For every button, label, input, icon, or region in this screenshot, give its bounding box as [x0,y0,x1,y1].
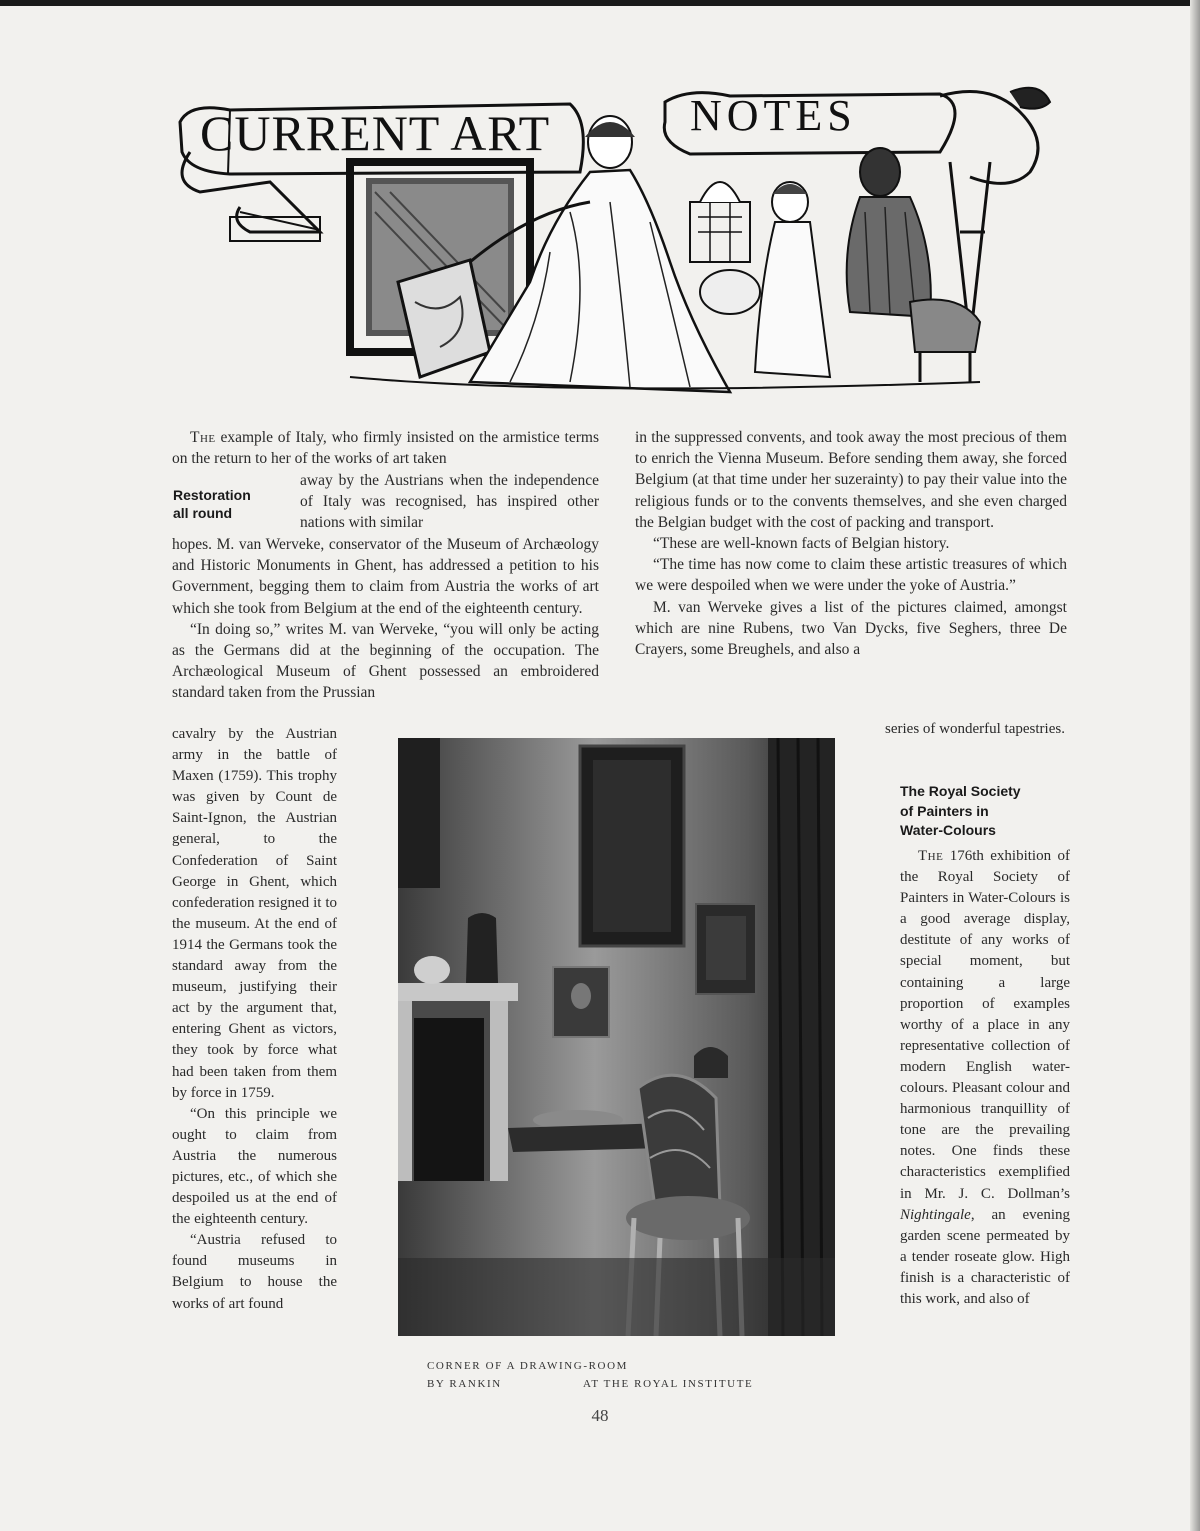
banner-title-left: CURRENT ART [200,105,551,161]
photo-caption-artist: BY RANKIN [427,1378,502,1390]
watercolour-text-a: 176th exhibition of the Royal Society of Painters in Water-Colours is a good average display, destitute of any works of special moment, but containing a large proportion of examples worthy of a place in any representative collection of modern English water-colours. Pleasant colour and harmonious tranquillity of tone are the prevailing notes. One finds these characteristics exemplified in Mr. J. C. Dollman’s [900,848,1070,1202]
scan-edge-right [1190,0,1200,1531]
article-left-top [172,427,599,469]
article-lead-word: The [190,429,216,446]
article-left-middle [172,534,599,704]
sidehead-restoration [173,486,293,522]
article-paragraph-1b: away by the Austrians when the independence of Italy was recognised, has inspired other nations with similar [300,472,599,532]
watercolour-italic-title: Nightingale [900,1206,971,1223]
article-paragraph-3: “On this principle we ought to claim from Austria the numerous pictures, etc., of which she despoiled us at the end of the eighteenth century. [172,1105,337,1228]
article-paragraph-4: “Austria refused to found museums in Belgium to house the works of art found [172,1232,337,1312]
header-illustration [170,82,1060,402]
sidehead-royal-society-line3: Water-Colours [900,822,996,838]
photo-caption-line1: CORNER OF A DRAWING-ROOM [427,1360,629,1372]
sidehead-royal-society [900,782,1070,841]
article-right-top [635,427,1067,660]
sidehead-restoration-line1: Restoration [173,487,251,503]
article-paragraph-2-continued: cavalry by the Austrian army in the battle of Maxen (1759). This trophy was given by Count de Saint-Ignon, the Austrian general, to the Confederation of Saint George in Ghent, which confederation resigned it to the museum. At the end of 1914 the Germans took the standard away from the museum, justifying their act by the argument that, entering Ghent as victors, they took by force what had been taken from them by force in 1759. [172,726,337,1101]
photo-caption-venue: AT THE ROYAL INSTITUTE [583,1378,754,1390]
scan-edge-top [0,0,1200,6]
drawing-room-photo-image [398,738,835,1336]
article-right-paragraph-2: “These are well-known facts of Belgian history. [653,535,950,553]
watercolour-column [900,846,1070,1310]
watercolour-lead-word: The [918,848,944,864]
article-right-narrow [885,719,1070,740]
article-paragraph-1a: example of Italy, who firmly insisted on the armistice terms on the return to her of the works of art taken [172,429,599,468]
article-right-paragraph-4: M. van Werveke gives a list of the pictures claimed, amongst which are nine Rubens, two Van Dycks, five Seghers, three De Crayers, some Breughels, and also a [635,598,1067,659]
article-paragraph-1c: hopes. M. van Werveke, conservator of the Museum of Archæology and Historic Monuments in Ghent, has addressed a petition to his Government, begging them to claim from Austria the works of art which she took from Belgium at the end of the eighteenth century. [172,536,599,617]
page-number: 48 [591,1406,609,1425]
sidehead-royal-society-line2: of Painters in [900,802,989,819]
article-right-paragraph-1: in the suppressed convents, and took away the most precious of them to enrich the Vienna Museum. Before sending them away, she forced Belgium (at that time under her suzerainty) to pay their value into the religious funds or to the convents themselves, and she even charged the Belgian budget with the cost of packing and transport. [635,429,1067,531]
sidehead-restoration-line2: all round [173,505,233,521]
article-right-paragraph-3: “The time has now come to claim these artistic treasures of which we were despoiled when we were under the yoke of Austria.” [635,556,1067,595]
sidehead-royal-society-line1: The Royal Society [900,783,1021,799]
watercolour-text-b: , an evening garden scene permeated by a tender roseate glow. High finish is a characteristic of this work, and also of [900,1206,1070,1307]
drawing-room-photograph [398,738,835,1336]
banner-title-right: NOTES [690,91,857,140]
article-right-paragraph-4-continued: series of wonderful tapestries. [885,721,1065,737]
article-left-indented [300,470,599,534]
article-paragraph-2: “In doing so,” writes M. van Werveke, “you will only be acting as the Germans did at the beginning of the occupation. The Archæological Museum of Ghent possessed an embroidered standard taken from the Prussian [172,620,599,702]
article-left-narrow [172,724,337,1315]
